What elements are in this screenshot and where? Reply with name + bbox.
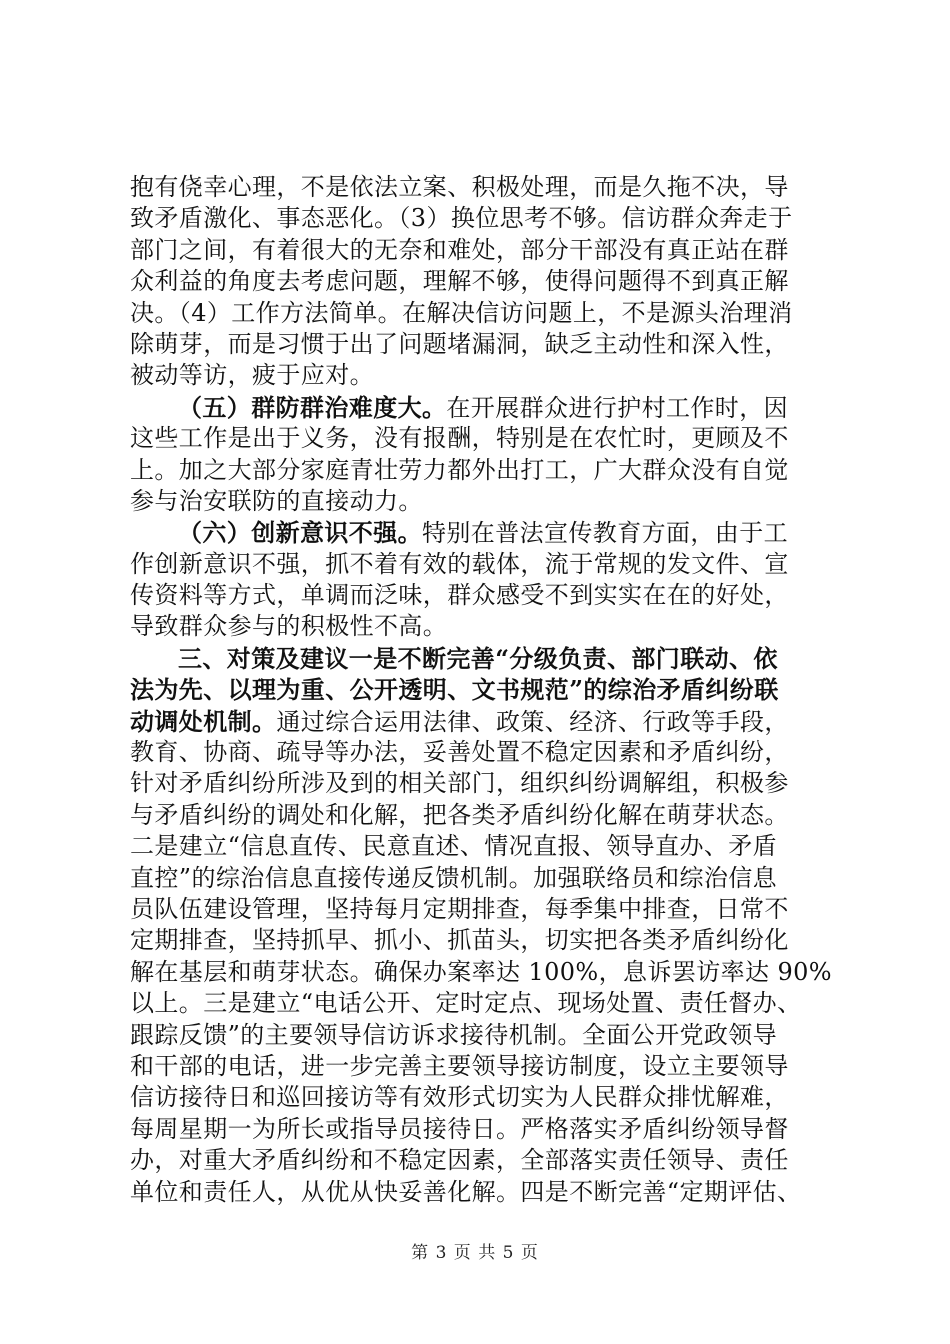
text-line [130,517,830,548]
paragraph-3 [130,517,830,643]
text-line: 解在基层和萌芽状态。确保办案率达 100%，息诉罢访率达 90% [130,957,833,986]
section-heading-line: 法为先、以理为重、公开透明、文书规范”的综治矛盾纠纷联 [130,675,779,705]
page-number-footer: 第 3 页 共 5 页 [411,1243,539,1263]
section-heading-span: 动调处机制。 [130,706,277,736]
text-line: 这些工作是出于义务，没有报酬，特别是在农忙时，更顾及不 [130,424,789,453]
paragraph-heading: （五）群防群治难度大。 [178,392,447,422]
text-line: 决。（4）工作方法简单。在解决信访问题上，不是源头治理消 [130,298,793,327]
text-line: 部门之间，有着很大的无奈和难处，部分干部没有真正站在群 [130,235,789,264]
text-line: 导致群众参与的积极性不高。 [130,612,448,641]
section-heading-line: 三、对策及建议一是不断完善“分级负责、部门联动、依 [178,643,778,673]
text-line: 二是建立“信息直传、民意直述、情况直报、领导直办、矛盾 [130,832,778,861]
text-line: 办，对重大矛盾纠纷和不稳定因素，全部落实责任领导、责任 [130,1146,789,1175]
paragraph-4 [130,643,833,1208]
text-span: 通过综合运用法律、政策、经济、行政等手段， [276,707,789,736]
text-span: 在开展群众进行护村工作时，因 [446,393,789,422]
paragraph-heading: （六）创新意识不强。 [178,518,422,548]
text-line: 作创新意识不强，抓不着有效的载体，流于常规的发文件、宣 [130,549,789,578]
text-line: 跟踪反馈”的主要领导信访诉求接待机制。全面公开党政领导 [130,1020,778,1049]
text-line: 教育、协商、疏导等办法，妥善处置不稳定因素和矛盾纠纷， [130,738,789,767]
text-line: 抱有侥幸心理，不是依法立案、积极处理，而是久拖不决，导 [130,173,789,201]
text-line: 和干部的电话，进一步完善主要领导接访制度，设立主要领导 [130,1051,789,1080]
text-line: 单位和责任人，从优从快妥善化解。四是不断完善“定期评估、 [130,1177,802,1206]
paragraph-1 [130,172,830,392]
text-line: 被动等访，疲于应对。 [130,361,374,390]
text-line: 参与治安联防的直接动力。 [130,486,423,515]
text-line: 以上。三是建立“电话公开、定时定点、现场处置、责任督办、 [130,989,802,1018]
text-line: 每周星期一为所长或指导员接待日。严格落实矛盾纠纷领导督 [130,1114,789,1143]
text-line: 定期排查，坚持抓早、抓小、抓苗头，切实把各类矛盾纠纷化 [130,926,789,955]
text-line: 针对矛盾纠纷所涉及到的相关部门，组织纠纷调解组，积极参 [130,769,789,798]
text-line: 传资料等方式，单调而泛味，群众感受不到实实在在的好处， [130,581,789,610]
text-line: 员队伍建设管理，坚持每月定期排查，每季集中排查，日常不 [130,894,789,923]
text-line: 直控”的综治信息直接传递反馈机制。加强联络员和综治信息 [130,863,778,892]
text-line: 与矛盾纠纷的调处和化解，把各类矛盾纠纷化解在萌芽状态。 [130,800,789,829]
paragraph-2 [130,392,830,518]
text-line: 上。加之大部分家庭青壮劳力都外出打工，广大群众没有自觉 [130,455,789,484]
text-span: 特别在普法宣传教育方面，由于工 [422,519,788,548]
text-line: 致矛盾激化、事态恶化。（3）换位思考不够。信访群众奔走于 [130,204,793,233]
text-line [130,392,830,423]
text-line: 众利益的角度去考虑问题，理解不够，使得问题得不到真正解 [130,267,789,296]
text-line: 除萌芽，而是习惯于出了问题堵漏洞，缺乏主动性和深入性， [130,329,789,358]
document-body [130,172,833,1208]
text-line [130,706,830,737]
text-line: 信访接待日和巡回接访等有效形式切实为人民群众排忧解难， [130,1083,789,1112]
